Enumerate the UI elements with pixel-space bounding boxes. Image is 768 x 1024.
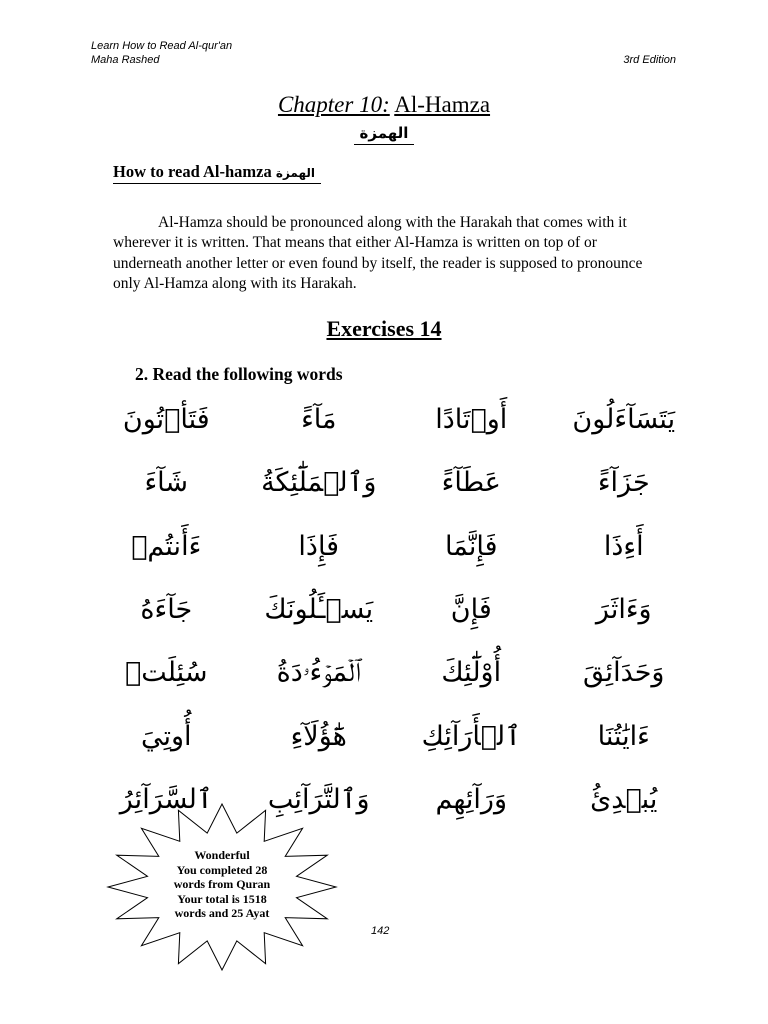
word-item: أَوۡتَادًا bbox=[435, 404, 508, 436]
word-item: فَتَأۡتُونَ bbox=[122, 404, 210, 436]
word-item: فَإِنَّمَا bbox=[445, 530, 498, 562]
word-item: ٱلۡأَرَآئِكِ bbox=[421, 720, 521, 752]
word-item: ءَأَنتُمۡ bbox=[131, 530, 202, 562]
chapter-number: Chapter 10: bbox=[277, 92, 390, 117]
book-title: Learn How to Read Al-qur'an bbox=[91, 40, 233, 52]
word-item: أُوْلَٰٓئِكَ bbox=[441, 657, 502, 689]
badge-line: words from Quran bbox=[173, 877, 271, 891]
word-item: هَٰٓؤُلَآءِ bbox=[290, 720, 347, 752]
word-item: يَسۡـَٔلُونَكَ bbox=[264, 594, 374, 626]
exercises-title-text: Exercises 14 bbox=[326, 316, 442, 341]
word-item: فَإِنَّ bbox=[450, 594, 492, 626]
word-item: شَآءَ bbox=[144, 467, 189, 499]
chapter-arabic-title bbox=[0, 124, 768, 145]
running-header bbox=[91, 39, 232, 67]
exercises-title bbox=[0, 316, 768, 342]
paragraph-text: Al-Hamza should be pronounced along with the Harakah that comes with it wherever it is written. That means that either Al-Hamza is written on top of or underneath another letter or even found by itself, the reader is supposed to pronounce only Al-Hamza along with its Harakah. bbox=[113, 214, 643, 293]
word-item: وَٱلۡمَلَٰٓئِكَةُ bbox=[261, 467, 377, 499]
section-heading-arabic: الهمزة bbox=[275, 166, 315, 180]
chapter-arabic-text: الهمزة bbox=[354, 124, 415, 145]
word-item: جَزَآءً bbox=[597, 467, 650, 499]
word-item: ٱلۡمَوۡءُۥدَةُ bbox=[276, 656, 361, 688]
section-heading bbox=[113, 162, 321, 184]
badge-text bbox=[158, 848, 286, 921]
exercise-instruction: 2. Read the following words bbox=[135, 364, 343, 384]
word-item: وَٱلتَّرَآئِبِ bbox=[267, 783, 370, 815]
edition-label: 3rd Edition bbox=[623, 54, 676, 66]
chapter-title bbox=[0, 92, 768, 118]
word-item: مَآءً bbox=[301, 404, 337, 436]
word-item: أَءِذَا bbox=[603, 530, 644, 562]
word-item: ٱلسَّرَآئِرُ bbox=[119, 783, 213, 815]
word-grid bbox=[90, 388, 700, 831]
word-item: وَءَاثَرَ bbox=[595, 594, 652, 626]
word-item: أُوتِيَ bbox=[140, 720, 192, 752]
word-item: فَإِذَا bbox=[298, 530, 340, 562]
badge-line: Wonderful bbox=[194, 848, 250, 862]
word-item: وَرَآئِهِم bbox=[435, 783, 508, 815]
badge-line: words and 25 Ayat bbox=[174, 906, 270, 920]
badge-line: Your total is 1518 bbox=[177, 891, 267, 906]
word-item: جَآءَهُ bbox=[140, 594, 193, 626]
chapter-name: Al-Hamza bbox=[394, 92, 491, 117]
word-item: ءَايَٰتُنَا bbox=[597, 720, 650, 752]
word-item: يَتَسَآءَلُونَ bbox=[572, 404, 676, 436]
congratulation-badge bbox=[106, 802, 338, 972]
page-number: 142 bbox=[371, 925, 390, 937]
word-item: عَطَآءً bbox=[441, 467, 501, 499]
author-name: Maha Rashed bbox=[91, 54, 160, 66]
section-heading-text: How to read Al-hamza bbox=[113, 162, 272, 181]
explanation-paragraph bbox=[113, 213, 653, 295]
word-item: سُئِلَتۡ bbox=[125, 657, 208, 689]
badge-line: You completed 28 bbox=[176, 862, 268, 877]
word-item: وَحَدَآئِقَ bbox=[583, 657, 665, 689]
word-item: يُبۡدِئُ bbox=[590, 783, 658, 815]
